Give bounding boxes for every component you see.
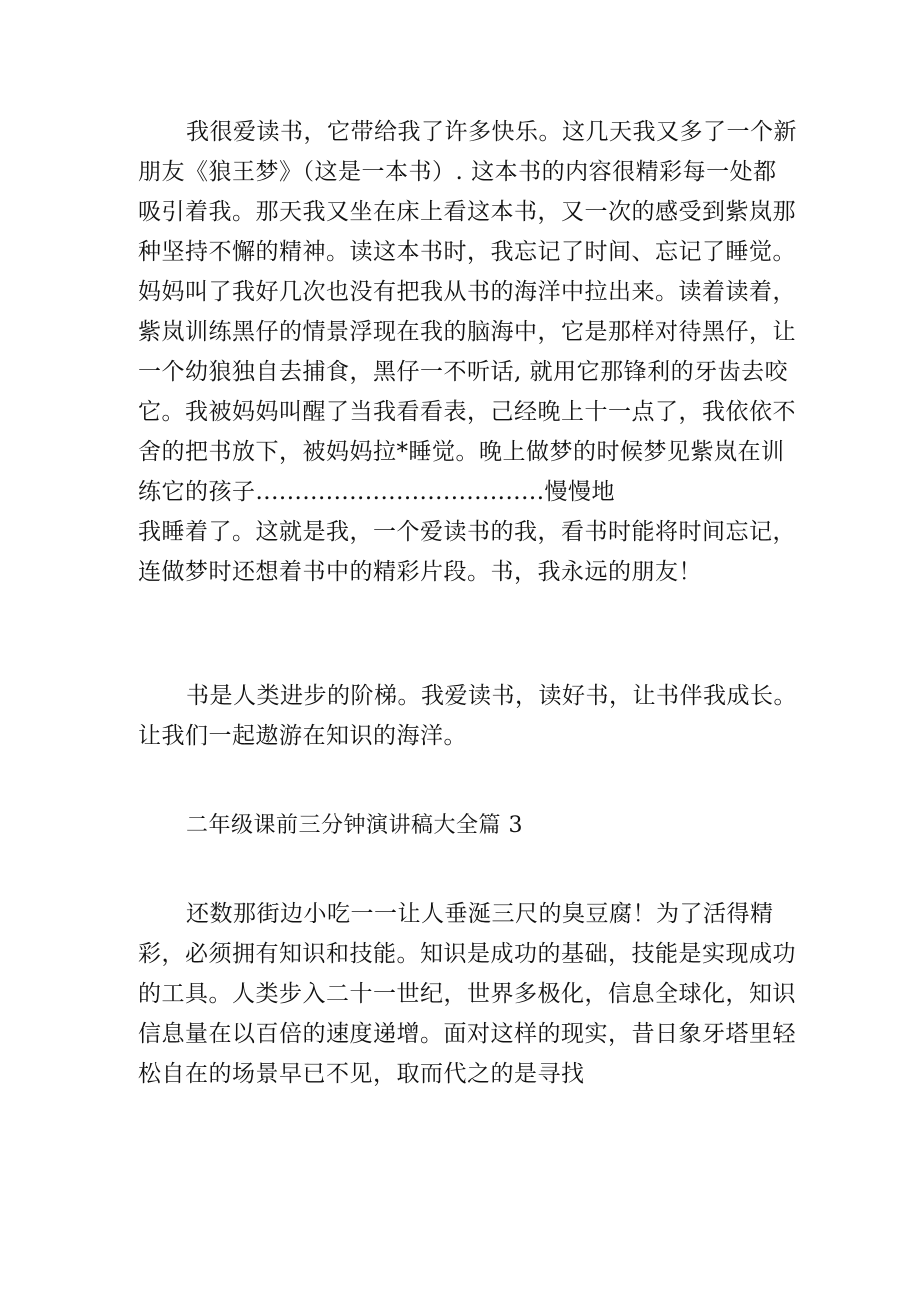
- text-line: 练它的孩子.....................................慢慢地: [138, 479, 616, 505]
- text-line: 紫岚训练黑仔的情景浮现在我的脑海中，它是那样对待黑仔，让: [138, 319, 796, 345]
- text-line: 我很爱读书，它带给我了许多快乐。这几天我又多了一个新: [186, 119, 797, 145]
- text-line: 书是人类进步的阶梯。我爱读书，读好书，让书伴我成长。: [186, 683, 797, 709]
- paragraph-knowledge-skills: [138, 894, 818, 1094]
- text-line: 彩，必须拥有知识和技能。知识是成功的基础，技能是实现成功: [138, 941, 796, 967]
- text-line: 妈妈叫了我好几次也没有把我从书的海洋中拉出来。读着读着，: [138, 279, 796, 305]
- text-line: 连做梦时还想着书中的精彩片段。书，我永远的朋友！: [138, 559, 702, 585]
- text-line: 种坚持不懈的精神。读这本书时，我忘记了时间、忘记了睡觉。: [138, 239, 796, 265]
- text-line: 的工具。人类步入二十一世纪，世界多极化，信息全球化，知识: [138, 981, 796, 1007]
- text-line: 朋友《狼王梦》（这是一本书）. 这本书的内容很精彩每一处都: [138, 159, 777, 185]
- text-line: 信息量在以百倍的速度递增。面对这样的现实，昔日象牙塔里轻: [138, 1021, 796, 1047]
- paragraph-reading-joy: [138, 112, 818, 592]
- text-line: 松自在的场景早已不见，取而代之的是寻找: [138, 1061, 585, 1087]
- text-line: 一个幼狼独自去捕食，黑仔一不听话, 就用它那锋利的牙齿去咬: [138, 359, 789, 385]
- text-line: 还数那街边小吃一一让人垂涎三尺的臭豆腐！为了活得精: [186, 901, 774, 927]
- section-heading: [138, 806, 818, 846]
- text-line: 让我们一起遨游在知识的海洋。: [138, 723, 467, 749]
- paragraph-book-ladder: [138, 676, 818, 756]
- text-line: 我睡着了。这就是我，一个爱读书的我，看书时能将时间忘记，: [138, 519, 796, 545]
- text-line: 舍的把书放下，被妈妈拉*睡觉。晚上做梦的时候梦见紫岚在训: [138, 439, 785, 465]
- heading-text: 二年级课前三分钟演讲稿大全篇 3: [186, 813, 523, 838]
- text-line: 它。我被妈妈叫醒了当我看看表，己经晚上十一点了，我依依不: [138, 399, 796, 425]
- text-line: 吸引着我。那天我又坐在床上看这本书，又一次的感受到紫岚那: [138, 199, 796, 225]
